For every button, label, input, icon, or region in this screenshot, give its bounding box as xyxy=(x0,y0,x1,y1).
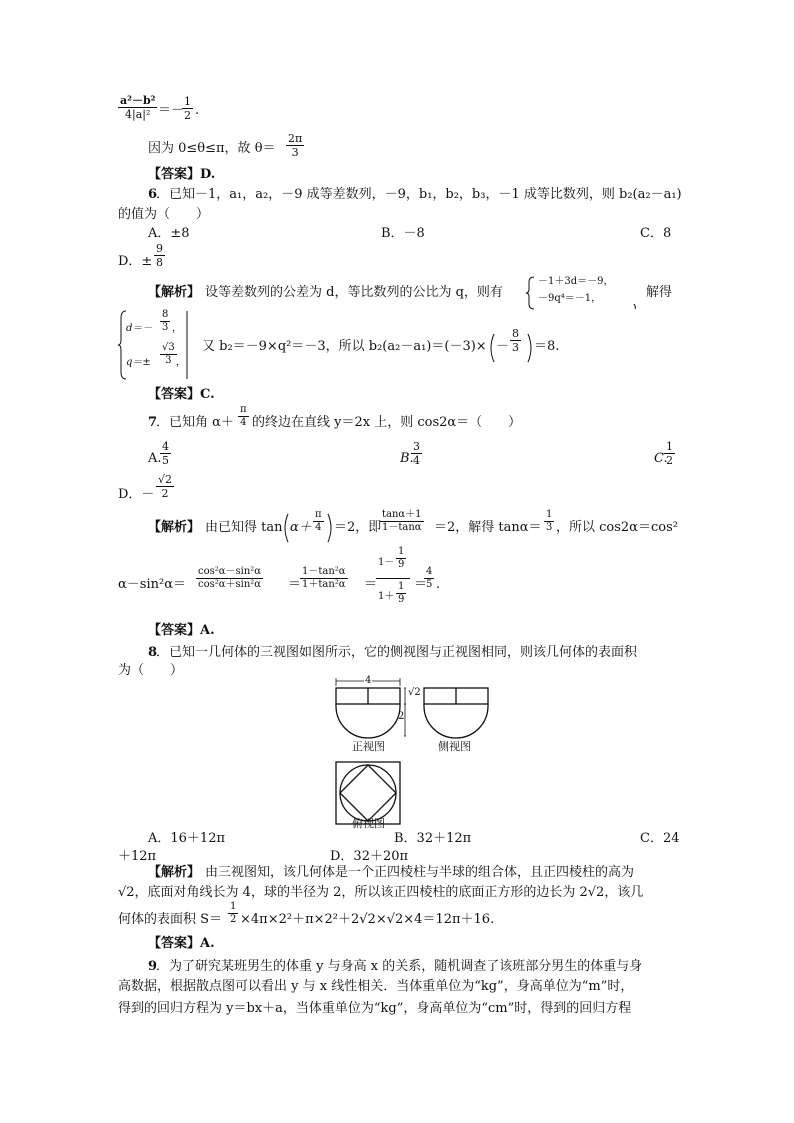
denominator: 4|a|² xyxy=(125,108,151,121)
left-brace-system2 xyxy=(118,310,128,380)
numerator: 1 xyxy=(398,581,405,592)
denominator: 3 xyxy=(546,522,553,533)
q9-line3: 得到的回归方程为 y＝bx＋a，当体重单位为“kg”，身高单位为“cm”时，得到的回归方程 xyxy=(118,1001,632,1016)
denominator: 4 xyxy=(413,454,420,467)
numerator: 1 xyxy=(546,509,553,520)
q7-analysis-d: ，所以 cos2α＝cos² xyxy=(556,520,678,535)
top-view xyxy=(336,762,400,824)
q6-line2-fraction xyxy=(510,328,521,353)
q8-option-a: A．16＋12π xyxy=(148,831,226,846)
q7-option-d-fraction xyxy=(156,474,174,499)
q8-option-c-cont: ＋12π xyxy=(118,849,157,864)
system2-d-fraction xyxy=(160,310,170,333)
denominator: 1－tanα xyxy=(382,522,422,533)
q7-line2-end: . xyxy=(436,577,441,592)
q6-analysis-line2: 又 b₂＝－9×q²＝－3，所以 b₂(a₂－a₁)＝(－3)× xyxy=(202,339,487,354)
q9-line1: ．为了研究某班男生的体重 y 与身高 x 的关系，随机调查了该班部分男生的体重与身 xyxy=(156,959,643,974)
numerator: 2π xyxy=(288,132,303,145)
q8-analysis-line1: 由三视图知，该几何体是一个正四棱柱与半球的组合体，且正四棱柱的高为 xyxy=(205,865,635,880)
q7-pi-over-4 xyxy=(238,405,249,428)
q8-analysis-label: 【解析】 xyxy=(148,865,201,880)
numerator: a²－b² xyxy=(120,94,156,107)
answer-q7: 【答案】A. xyxy=(148,623,215,638)
fraction-half xyxy=(182,96,193,121)
numerator: 8 xyxy=(162,309,169,320)
main-fraction-bar xyxy=(376,578,410,579)
equals-2: ＝ xyxy=(364,577,378,592)
q7-option-a: A. xyxy=(148,451,162,466)
q6-stem-line2: 的值为（ ） xyxy=(118,207,210,222)
numerator: tanα＋1 xyxy=(382,509,422,520)
denominator: 3 xyxy=(291,146,299,159)
q6-option-d-fraction xyxy=(154,243,165,268)
ninth-fraction-bottom xyxy=(396,582,406,605)
q7-option-c: C. xyxy=(654,451,668,466)
question-number-7: 7 xyxy=(148,415,158,430)
numerator: 1 xyxy=(398,546,405,557)
system2-q-fraction xyxy=(160,343,177,366)
denominator: 2 xyxy=(161,487,169,500)
q7-option-b-fraction xyxy=(411,441,422,466)
q7-option-c-fraction xyxy=(664,441,675,466)
q8-option-b: B．32＋12π xyxy=(394,831,472,846)
q7-tan-fraction xyxy=(380,510,424,533)
q6-line2-end: ＝8. xyxy=(534,339,560,354)
numerator: 1 xyxy=(666,440,673,453)
q7-one-third xyxy=(544,510,554,533)
q7-alpha-plus: α＋ xyxy=(290,520,312,535)
q8-analysis-line3-a: 何体的表面积 S＝ xyxy=(118,912,223,927)
numerator: π xyxy=(240,404,247,415)
q7-option-b: B. xyxy=(400,451,414,466)
question-number-6: 6 xyxy=(148,187,158,202)
numerator: 1 xyxy=(230,901,237,912)
q6-option-b: B．－8 xyxy=(381,226,425,241)
q8-analysis-line3-b: ×4π×2²＋π×2²＋2√2×√2×4＝12π＋16. xyxy=(240,912,495,927)
denominator: 3 xyxy=(512,341,519,354)
q6-analysis-label: 【解析】 xyxy=(148,285,201,300)
denominator: 2 xyxy=(184,109,191,122)
minus-sign: － xyxy=(496,339,510,354)
q6-stem-line1: ．已知－1，a₁，a₂，－9 成等差数列，－9，b₁，b₂，b₃，－1 成等比数列，则 b₂(a₂－a₁) xyxy=(156,187,682,202)
q8-option-d: D．32＋20π xyxy=(330,849,409,864)
paren-right xyxy=(326,513,334,543)
denominator: 2 xyxy=(230,914,237,925)
fig-height-sqrt2: √2 xyxy=(408,687,421,698)
denominator: 4 xyxy=(240,417,247,428)
denominator: cos²α＋sin²α xyxy=(198,579,262,590)
system1-right-bar xyxy=(634,276,640,310)
fig-height-2: 2 xyxy=(398,711,405,722)
answer-q5: 【答案】D. xyxy=(148,167,216,182)
numerator: cos²α－sin²α xyxy=(198,566,262,577)
q8-stem-line2: 为（ ） xyxy=(118,663,184,678)
q8-analysis-line2: √2，底面对角线长为 4，球的半径为 2，所以该正四棱柱的底面正方形的边长为 2√2，该几 xyxy=(118,885,644,900)
denominator: 3 xyxy=(165,355,172,366)
numerator: √2 xyxy=(158,473,173,486)
fraction-theta xyxy=(286,133,304,158)
fraction-a2-minus-b2 xyxy=(118,95,157,120)
q6-option-a: A．±8 xyxy=(148,226,190,241)
q8-half-fraction xyxy=(228,902,238,925)
period: . xyxy=(195,103,200,118)
left-brace-system1 xyxy=(526,276,536,310)
side-view-caption: 侧视图 xyxy=(438,740,471,753)
q7-result-fraction xyxy=(424,567,434,590)
front-view xyxy=(336,675,406,738)
numerator: 3 xyxy=(413,440,420,453)
q7-stem-a: ．已知角 α＋ xyxy=(156,415,234,430)
numerator: π xyxy=(315,509,322,520)
q7-analysis-pi-over-4 xyxy=(313,510,324,533)
question-number-9: 9 xyxy=(148,959,158,974)
one-plus: 1＋ xyxy=(378,591,395,602)
equals-minus: ＝－ xyxy=(158,103,185,118)
denominator: 1＋tan²α xyxy=(302,579,346,590)
denominator: 5 xyxy=(162,454,169,467)
answer-q6: 【答案】C. xyxy=(148,387,215,402)
front-view-caption: 正视图 xyxy=(352,740,385,753)
fig-length-4: 4 xyxy=(365,675,372,686)
system2-right-bar xyxy=(186,310,194,380)
numerator: √3 xyxy=(162,342,175,353)
numerator: 9 xyxy=(156,242,163,255)
denominator: 4 xyxy=(315,522,322,533)
denominator: 3 xyxy=(162,322,169,333)
one-minus: 1－ xyxy=(378,557,395,568)
system2-q: q＝± xyxy=(126,357,151,368)
q8-stem-line1: ．已知一几何体的三视图如图所示，它的侧视图与正视图相同，则该几何体的表面积 xyxy=(156,645,638,660)
denominator: 9 xyxy=(398,594,405,605)
q7-cos-sin-fraction xyxy=(196,567,263,590)
q7-option-a-fraction xyxy=(160,441,171,466)
answer-q8: 【答案】A. xyxy=(148,936,215,951)
numerator: 4 xyxy=(162,440,169,453)
because-text: 因为 0≤θ≤π，故 θ＝ xyxy=(148,141,276,156)
equals-3: ＝ xyxy=(414,577,428,592)
denominator: 8 xyxy=(156,256,163,269)
numerator: 4 xyxy=(426,566,433,577)
side-view xyxy=(424,688,488,738)
system2-comma-2: ， xyxy=(176,357,186,368)
equals-1: ＝ xyxy=(288,577,302,592)
q7-nested-fraction xyxy=(376,546,416,612)
denominator: 9 xyxy=(398,559,405,570)
q8-option-c: C．24 xyxy=(640,831,680,846)
q7-analysis-b: ＝2，即 xyxy=(334,520,382,535)
q6-analysis-line1: 设等差数列的公差为 d，等比数列的公比为 q，则有 xyxy=(205,285,503,300)
numerator: 1 xyxy=(184,95,191,108)
system2-d: d＝－ xyxy=(126,323,153,334)
ninth-fraction-top xyxy=(396,547,406,570)
question-number-8: 8 xyxy=(148,645,158,660)
denominator: 5 xyxy=(426,579,433,590)
solve-word: 解得 xyxy=(646,285,673,300)
q6-option-c: C．8 xyxy=(640,226,672,241)
q7-analysis-a: 由已知得 tan xyxy=(205,520,283,535)
q7-option-d: D．－ xyxy=(118,487,155,502)
paren-left xyxy=(282,513,290,543)
q7-tan-sq-fraction xyxy=(300,567,348,590)
q7-line2-a: α－sin²α＝ xyxy=(118,577,186,592)
q7-stem-b: 的终边在直线 y＝2x 上，则 cos2α＝（ ） xyxy=(252,415,522,430)
numerator: 1－tan²α xyxy=(302,566,346,577)
q7-analysis-label: 【解析】 xyxy=(148,520,201,535)
paren-left xyxy=(488,333,496,363)
q9-line2: 高数据，根据散点图可以看出 y 与 x 线性相关．当体重单位为“kg”，身高单位为“m”时， xyxy=(118,979,634,994)
three-view-figure xyxy=(330,676,510,836)
paren-right xyxy=(526,333,534,363)
q6-option-d: D．± xyxy=(118,254,153,269)
system2-comma-1: ， xyxy=(172,323,182,334)
system1-row1: －1＋3d＝－9， xyxy=(538,276,614,287)
q7-analysis-c: ＝2，解得 tanα＝ xyxy=(434,520,542,535)
numerator: 8 xyxy=(512,327,519,340)
denominator: 2 xyxy=(666,454,673,467)
top-view-caption: 俯视图 xyxy=(352,817,385,830)
system1-row2: －9q⁴＝－1， xyxy=(538,293,602,304)
